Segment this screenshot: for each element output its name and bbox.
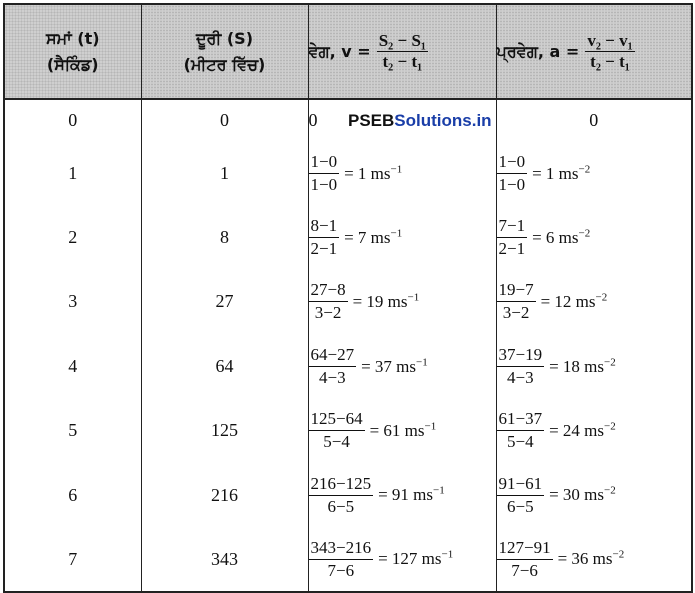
motion-data-table bbox=[3, 3, 693, 593]
velocity-unit-exponent: −1 bbox=[390, 227, 403, 240]
acceleration-denominator: 4−3 bbox=[507, 367, 534, 387]
distance-cell: 343 bbox=[141, 527, 308, 591]
velocity-unit-exponent: −1 bbox=[441, 548, 454, 561]
velocity-denominator: 4−3 bbox=[319, 367, 346, 387]
acceleration-result-value: = 1 ms bbox=[532, 163, 579, 183]
velocity-cell bbox=[308, 334, 496, 398]
header-acceleration-label: ਪ੍ਰਵੇਗ, a = bbox=[496, 41, 580, 61]
watermark-text bbox=[348, 111, 492, 130]
watermark-part2: Solutions.in bbox=[394, 111, 492, 130]
velocity-unit-exponent: −1 bbox=[433, 484, 445, 497]
velocity-cell bbox=[308, 141, 496, 205]
velocity-numerator: 64−27 bbox=[309, 345, 357, 367]
velocity-fraction bbox=[309, 474, 374, 517]
table-row bbox=[4, 463, 692, 527]
table-row bbox=[4, 270, 692, 334]
velocity-denominator: 6−5 bbox=[327, 496, 355, 516]
header-time-unit: (ਸੈਕਿੰਡ) bbox=[46, 54, 99, 74]
velocity-fraction bbox=[309, 409, 365, 452]
acceleration-numerator: 37−19 bbox=[497, 345, 545, 367]
acceleration-numerator: 7−1 bbox=[497, 216, 528, 238]
acceleration-unit-exponent: −2 bbox=[604, 420, 616, 433]
acceleration-denominator: 2−1 bbox=[498, 239, 526, 259]
watermark-part1: PSEB bbox=[348, 111, 395, 130]
acceleration-denominator: 7−6 bbox=[511, 560, 538, 580]
velocity-unit-exponent: −1 bbox=[407, 291, 420, 304]
distance-cell: 216 bbox=[141, 463, 308, 527]
acceleration-numerator: 91−61 bbox=[497, 474, 545, 496]
acceleration-unit-exponent: −2 bbox=[595, 291, 608, 304]
acceleration-denominator: 6−5 bbox=[507, 496, 534, 516]
velocity-result bbox=[344, 164, 402, 183]
velocity-result-value: = 61 ms bbox=[369, 421, 425, 441]
acceleration-denominator: 3−2 bbox=[502, 303, 530, 323]
table-row bbox=[4, 141, 692, 205]
time-cell: 4 bbox=[4, 334, 141, 398]
acceleration-denominator: 1−0 bbox=[498, 174, 526, 194]
velocity-fraction bbox=[309, 280, 348, 323]
velocity-result bbox=[378, 485, 445, 504]
header-acceleration-formula bbox=[585, 31, 634, 72]
header-distance-unit: (ਮੀਟਰ ਵਿੱਚ) bbox=[183, 54, 266, 74]
velocity-numerator: 1−0 bbox=[309, 152, 340, 174]
velocity-result bbox=[370, 421, 437, 440]
velocity-unit-exponent: −1 bbox=[390, 162, 403, 175]
acceleration-unit-exponent: −2 bbox=[612, 548, 625, 561]
acceleration-numerator: 19−7 bbox=[497, 280, 536, 302]
acceleration-cell bbox=[496, 141, 692, 205]
velocity-result-value: = 19 ms bbox=[352, 292, 408, 312]
time-cell: 0 bbox=[4, 99, 141, 141]
table-header bbox=[4, 4, 692, 99]
acceleration-fraction bbox=[497, 216, 528, 259]
header-acceleration-denominator: t₂ − t₁ bbox=[590, 52, 630, 71]
velocity-result-value: = 7 ms bbox=[344, 227, 391, 247]
acceleration-result-value: = 24 ms bbox=[549, 421, 605, 441]
velocity-denominator: 3−2 bbox=[314, 303, 342, 323]
header-distance bbox=[141, 4, 308, 99]
acceleration-result bbox=[549, 485, 616, 504]
distance-cell: 125 bbox=[141, 399, 308, 463]
time-cell: 5 bbox=[4, 399, 141, 463]
header-acceleration-numerator: v₂ − v₁ bbox=[587, 31, 633, 50]
acceleration-result-value: = 12 ms bbox=[540, 292, 596, 312]
header-acceleration bbox=[496, 4, 692, 99]
acceleration-result-value: = 18 ms bbox=[549, 356, 605, 376]
table-row bbox=[4, 334, 692, 398]
distance-cell: 0 bbox=[141, 99, 308, 141]
acceleration-unit-exponent: −2 bbox=[578, 227, 591, 240]
table-row bbox=[4, 399, 692, 463]
acceleration-fraction bbox=[497, 345, 545, 388]
header-distance-label: ਦੂਰੀ (S) bbox=[195, 28, 254, 48]
acceleration-result bbox=[541, 292, 608, 311]
time-cell: 2 bbox=[4, 205, 141, 269]
table-row bbox=[4, 99, 692, 141]
velocity-denominator: 1−0 bbox=[310, 174, 338, 194]
header-velocity-denominator: t₂ − t₁ bbox=[382, 52, 423, 71]
distance-cell: 8 bbox=[141, 205, 308, 269]
acceleration-fraction bbox=[497, 474, 545, 517]
acceleration-unit-exponent: −2 bbox=[604, 484, 616, 497]
acceleration-fraction bbox=[497, 152, 528, 195]
time-cell: 7 bbox=[4, 527, 141, 591]
velocity-result-value: = 91 ms bbox=[378, 485, 434, 505]
velocity-denominator: 5−4 bbox=[323, 432, 350, 452]
acceleration-result bbox=[549, 421, 616, 440]
acceleration-result bbox=[532, 228, 590, 247]
acceleration-unit-exponent: −2 bbox=[578, 162, 591, 175]
velocity-cell bbox=[308, 527, 496, 591]
acceleration-cell bbox=[496, 399, 692, 463]
velocity-numerator: 125−64 bbox=[309, 409, 365, 431]
velocity-fraction bbox=[309, 152, 340, 195]
acceleration-fraction bbox=[497, 409, 545, 452]
velocity-numerator: 343−216 bbox=[309, 538, 374, 560]
acceleration-result bbox=[549, 357, 616, 376]
velocity-numerator: 27−8 bbox=[309, 280, 348, 302]
velocity-fraction bbox=[309, 216, 340, 259]
acceleration-fraction bbox=[497, 538, 553, 581]
header-velocity-numerator: S₂ − S₁ bbox=[378, 31, 427, 50]
velocity-denominator: 7−6 bbox=[327, 560, 355, 580]
velocity-fraction bbox=[309, 345, 357, 388]
acceleration-cell bbox=[496, 205, 692, 269]
acceleration-result bbox=[532, 164, 590, 183]
distance-cell: 27 bbox=[141, 270, 308, 334]
time-cell: 1 bbox=[4, 141, 141, 205]
velocity-unit-exponent: −1 bbox=[416, 356, 428, 369]
velocity-result bbox=[344, 228, 402, 247]
time-cell: 3 bbox=[4, 270, 141, 334]
velocity-unit-exponent: −1 bbox=[424, 420, 437, 433]
acceleration-numerator: 61−37 bbox=[497, 409, 545, 431]
acceleration-cell bbox=[496, 270, 692, 334]
acceleration-cell bbox=[496, 334, 692, 398]
table-row bbox=[4, 205, 692, 269]
acceleration-result-value: = 30 ms bbox=[549, 485, 605, 505]
acceleration-cell bbox=[496, 527, 692, 591]
acceleration-numerator: 127−91 bbox=[497, 538, 553, 560]
velocity-value: 0 bbox=[308, 110, 318, 130]
velocity-result-value: = 37 ms bbox=[361, 356, 417, 376]
velocity-cell bbox=[308, 270, 496, 334]
header-velocity bbox=[308, 4, 496, 99]
acceleration-unit-exponent: −2 bbox=[604, 356, 616, 369]
velocity-result-value: = 1 ms bbox=[344, 163, 391, 183]
distance-cell: 64 bbox=[141, 334, 308, 398]
velocity-cell bbox=[308, 205, 496, 269]
header-time bbox=[4, 4, 141, 99]
velocity-cell bbox=[308, 463, 496, 527]
table-body bbox=[4, 99, 692, 592]
table-row bbox=[4, 527, 692, 591]
time-cell: 6 bbox=[4, 463, 141, 527]
velocity-cell bbox=[308, 399, 496, 463]
velocity-result-value: = 127 ms bbox=[378, 549, 442, 569]
velocity-result bbox=[378, 549, 453, 568]
velocity-numerator: 216−125 bbox=[309, 474, 374, 496]
header-row bbox=[4, 4, 692, 99]
velocity-cell bbox=[308, 99, 496, 141]
acceleration-cell: 0 bbox=[496, 99, 692, 141]
header-velocity-formula bbox=[377, 31, 428, 72]
acceleration-numerator: 1−0 bbox=[497, 152, 528, 174]
acceleration-cell bbox=[496, 463, 692, 527]
header-velocity-label: ਵੇਗ, v = bbox=[308, 41, 371, 61]
distance-cell: 1 bbox=[141, 141, 308, 205]
acceleration-result-value: = 36 ms bbox=[557, 549, 613, 569]
velocity-result bbox=[361, 357, 428, 376]
velocity-denominator: 2−1 bbox=[310, 239, 338, 259]
acceleration-result-value: = 6 ms bbox=[532, 227, 579, 247]
acceleration-fraction bbox=[497, 280, 536, 323]
velocity-fraction bbox=[309, 538, 374, 581]
acceleration-denominator: 5−4 bbox=[507, 432, 534, 452]
velocity-numerator: 8−1 bbox=[309, 216, 340, 238]
velocity-result bbox=[353, 292, 420, 311]
header-time-label: ਸਮਾਂ (t) bbox=[45, 28, 100, 48]
acceleration-result bbox=[558, 549, 625, 568]
